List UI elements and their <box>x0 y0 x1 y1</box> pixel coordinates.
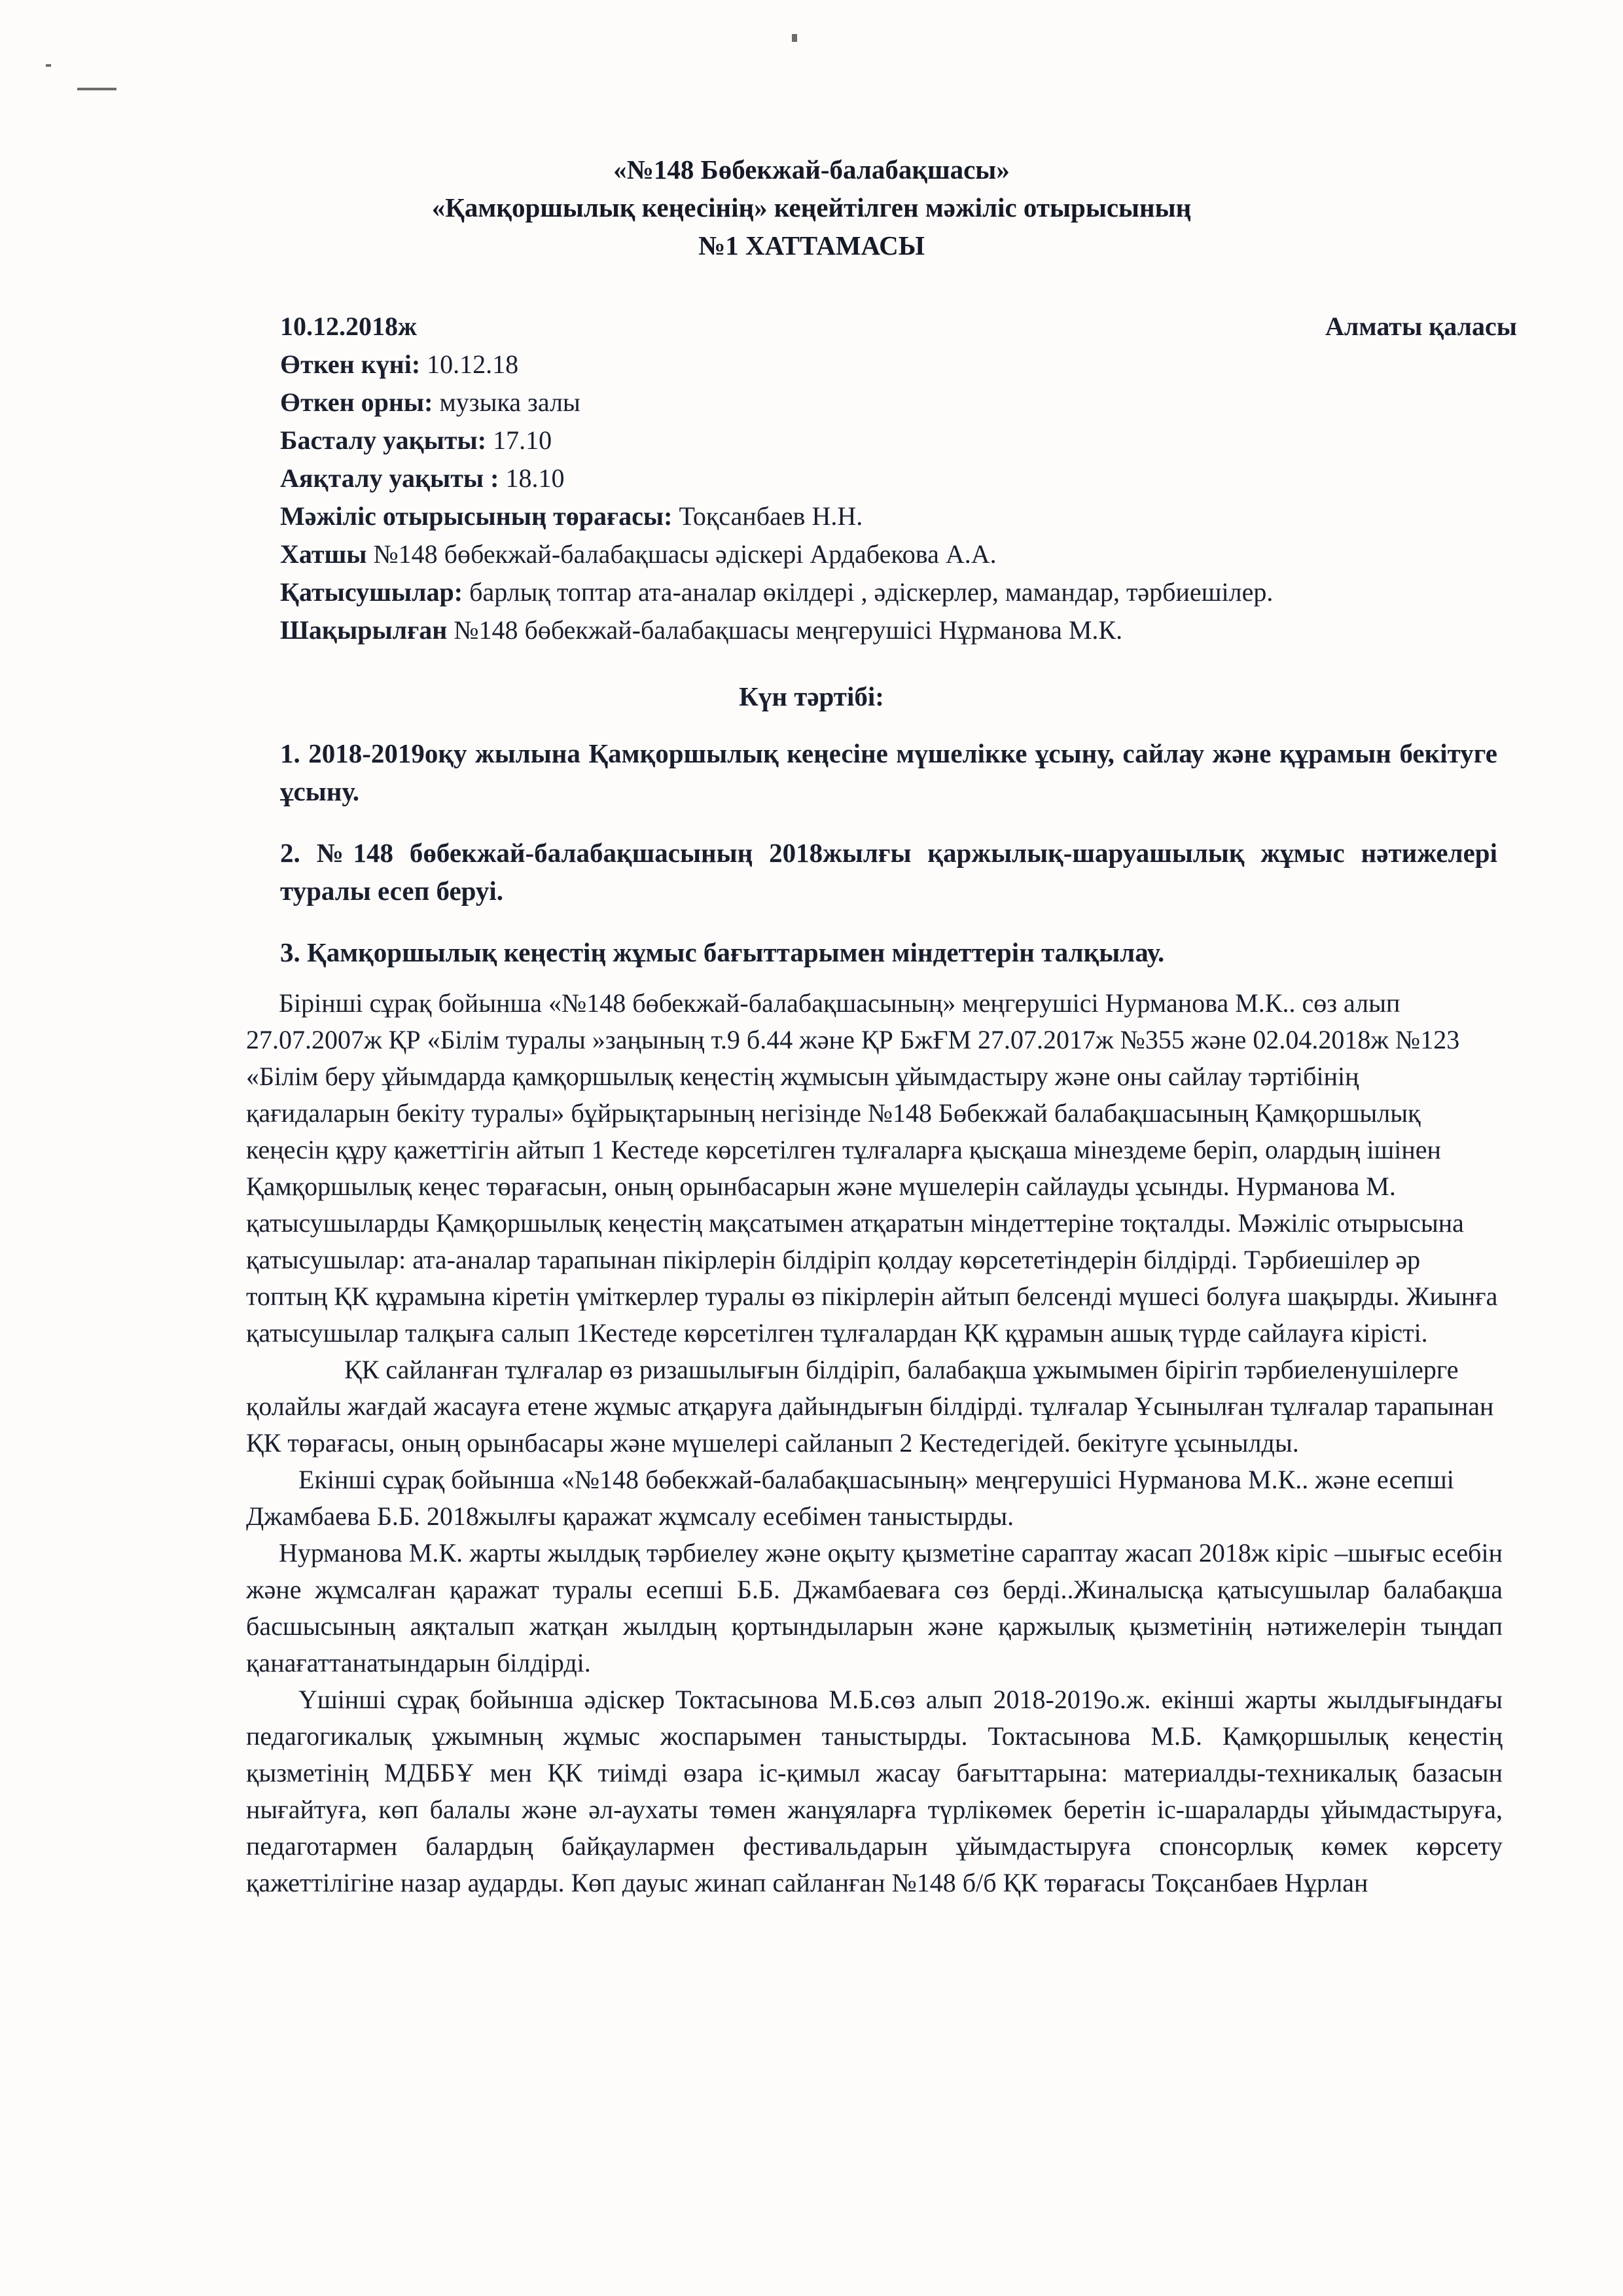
meeting-details <box>280 308 1517 649</box>
scan-mark <box>77 88 116 90</box>
agenda-item: 2. №148 бөбекжай-балабақшасының 2018жылғы қаржылық-шаруашылық жұмыс нәтижелері туралы есеп беруі. <box>280 838 1497 906</box>
minutes-body <box>246 985 1503 1901</box>
secretary-value: №148 бөбекжай-балабақшасы әдіскері Ардабекова А.А. <box>373 539 997 569</box>
secretary-row <box>280 535 1517 573</box>
paragraph-third-question: Үшінші сұрақ бойынша әдіскер Токтасынова М.Б.сөз алып 2018-2019о.ж. екінші жарты жылдығындағы педагогикалық ұжымның жұмыс жоспарымен таныстырды. Токтасынова М.Б. Қамқоршылық кеңестің қызметінің МДББҰ мен ҚК тиімді өзара іс-қимыл жасау бағыттарына: материалды-техникалық базасын нығайтуға, көп балалы және әл-аухаты төмен жанұяларға түрлікөмек беретін іс-шараларды ұйымдастыруға, педаготармен балардың байқаулармен фестивальдарын ұйымдастыруға спонсорлық көмек көрсету қажеттілігіне назар аударды. Көп дауыс жинап сайланған №148 б/б ҚК төрағасы Тоқсанбаев Нұрлан <box>246 1685 1503 1897</box>
participants-value: барлық топтар ата-аналар өкілдері , әдіскерлер, мамандар, тәрбиешілер. <box>469 577 1274 607</box>
paragraph-report: Нурманова М.К. жарты жылдық тәрбиелеу және оқыту қызметіне сараптау жасап 2018ж кіріс –шығыс есебін және жұмсалған қаражат туралы есепші Б.Б. Джамбаеваға сөз берді..Жиналысқа қатысушылар балабақша басшысының аяқталып жатқан жылдың қортындыларын және қаржылық қызметінің нәтижелерін тыңдап қанағаттанатындарын білдірді. <box>246 1538 1503 1677</box>
date-city-row <box>280 308 1517 346</box>
paragraph-first-question: Бірінші сұрақ бойынша «№148 бөбекжай-балабақшасының» меңгерушісі Нурманова М.К.. сөз алып 27.07.2007ж ҚР «Білім туралы »заңының т.9 б.44 және ҚР БжҒМ 27.07.2017ж №355 және 02.04.2018ж №123 «Білім беру ұйымдарда қамқоршылық кеңестің жұмысын ұйымдастыру және оны сайлау тәртібінің қағидаларын бекіту туралы» бұйрықтарының негізінде №148 Бөбекжай балабақшасының Қамқоршылық кеңесін құру қажеттігін айтып 1 Кестеде көрсетілген тұлғаларға қысқаша мінездеме беріп, олардың ішінен Қамқоршылық кеңес төрағасын, оның орынбасарын және мүшелерін сайлауды ұсынды. Нурманова М. қатысушыларды Қамқоршылық кеңестің мақсатымен атқаратын міндеттеріне тоқталды. Мәжіліс отырысына қатысушылар: ата-аналар тарапынан пікірлерін білдіріп қолдау көрсететіндерін білдірді. Тәрбиешілер әр топтың ҚК құрамына кіретін үміткерлер туралы өз пікірлерін айтып белсенді мүшесі болуға шақырды. Жиынға қатысушылар талқыға салып 1Кестеде көрсетілген тұлғалардан ҚК құрамын ашық түрде сайлауға кірісті. <box>246 988 1498 1348</box>
start-time-value: 17.10 <box>493 425 552 455</box>
invited-label: Шақырылған <box>280 615 448 645</box>
paragraph-second-question: Екінші сұрақ бойынша «№148 бөбекжай-балабақшасының» меңгерушісі Нурманова М.К.. және есепші Джамбаева Б.Б. 2018жылғы қаражат жұмсалу есебімен таныстырды. <box>246 1465 1454 1531</box>
end-time-row <box>280 459 1517 497</box>
end-time-label: Аяқталу уақыты : <box>280 463 499 493</box>
end-time-value: 18.10 <box>505 463 565 493</box>
chair-label: Мәжіліс отырысының төрағасы: <box>280 501 673 531</box>
participants-label: Қатысушылар: <box>280 577 463 607</box>
chair-row <box>280 497 1517 535</box>
invited-row <box>280 611 1517 649</box>
scan-mark <box>792 34 797 42</box>
agenda-item: 3. Қамқоршылық кеңестің жұмыс бағыттарымен міндеттерін талқылау. <box>280 937 1165 967</box>
paragraph-elected: ҚК сайланған тұлғалар өз ризашылығын білдіріп, балабақша ұжымымен бірігіп тәрбиеленушілерге қолайлы жағдай жасауға етене жұмыс атқаруға дайындығын білдірді. тұлғалар Ұсынылған тұлғалар тарапынан ҚК төрағасы, оның орынбасары және мүшелері сайланып 2 Кестедегідей. бекітуге ұсынылды. <box>246 1355 1494 1458</box>
meeting-city: Алматы қаласы <box>1325 312 1517 341</box>
place-value: музыка залы <box>439 387 580 417</box>
start-time-row <box>280 422 1517 459</box>
meeting-date: 10.12.2018ж <box>280 312 418 341</box>
place-row <box>280 384 1517 422</box>
title-line-2: «Қамқоршылық кеңесінің» кеңейтілген мәжіліс отырысының <box>431 192 1192 223</box>
document-title <box>0 151 1623 264</box>
agenda-title: Күн тәртібі: <box>739 681 884 711</box>
agenda-item: 1. 2018-2019оқу жылына Қамқоршылық кеңесіне мүшелікке ұсыну, сайлау және құрамын бекітуге ұсыну. <box>280 738 1497 806</box>
title-line-3: №1 ХАТТАМАСЫ <box>698 230 925 260</box>
secretary-label: Хатшы <box>280 539 367 569</box>
invited-value: №148 бөбекжай-балабақшасы меңгерушісі Нұрманова М.К. <box>454 615 1123 645</box>
title-line-1: «№148 Бөбекжай-балабақшасы» <box>613 154 1010 185</box>
scan-mark <box>46 64 51 67</box>
start-time-label: Басталу уақыты: <box>280 425 487 455</box>
place-label: Өткен орны: <box>280 387 433 417</box>
held-date-value: 10.12.18 <box>427 350 519 379</box>
agenda-list <box>280 734 1497 995</box>
participants-row <box>280 573 1517 611</box>
held-date-row <box>280 346 1517 384</box>
held-date-label: Өткен күні: <box>280 350 421 379</box>
chair-value: Тоқсанбаев Н.Н. <box>679 501 863 531</box>
